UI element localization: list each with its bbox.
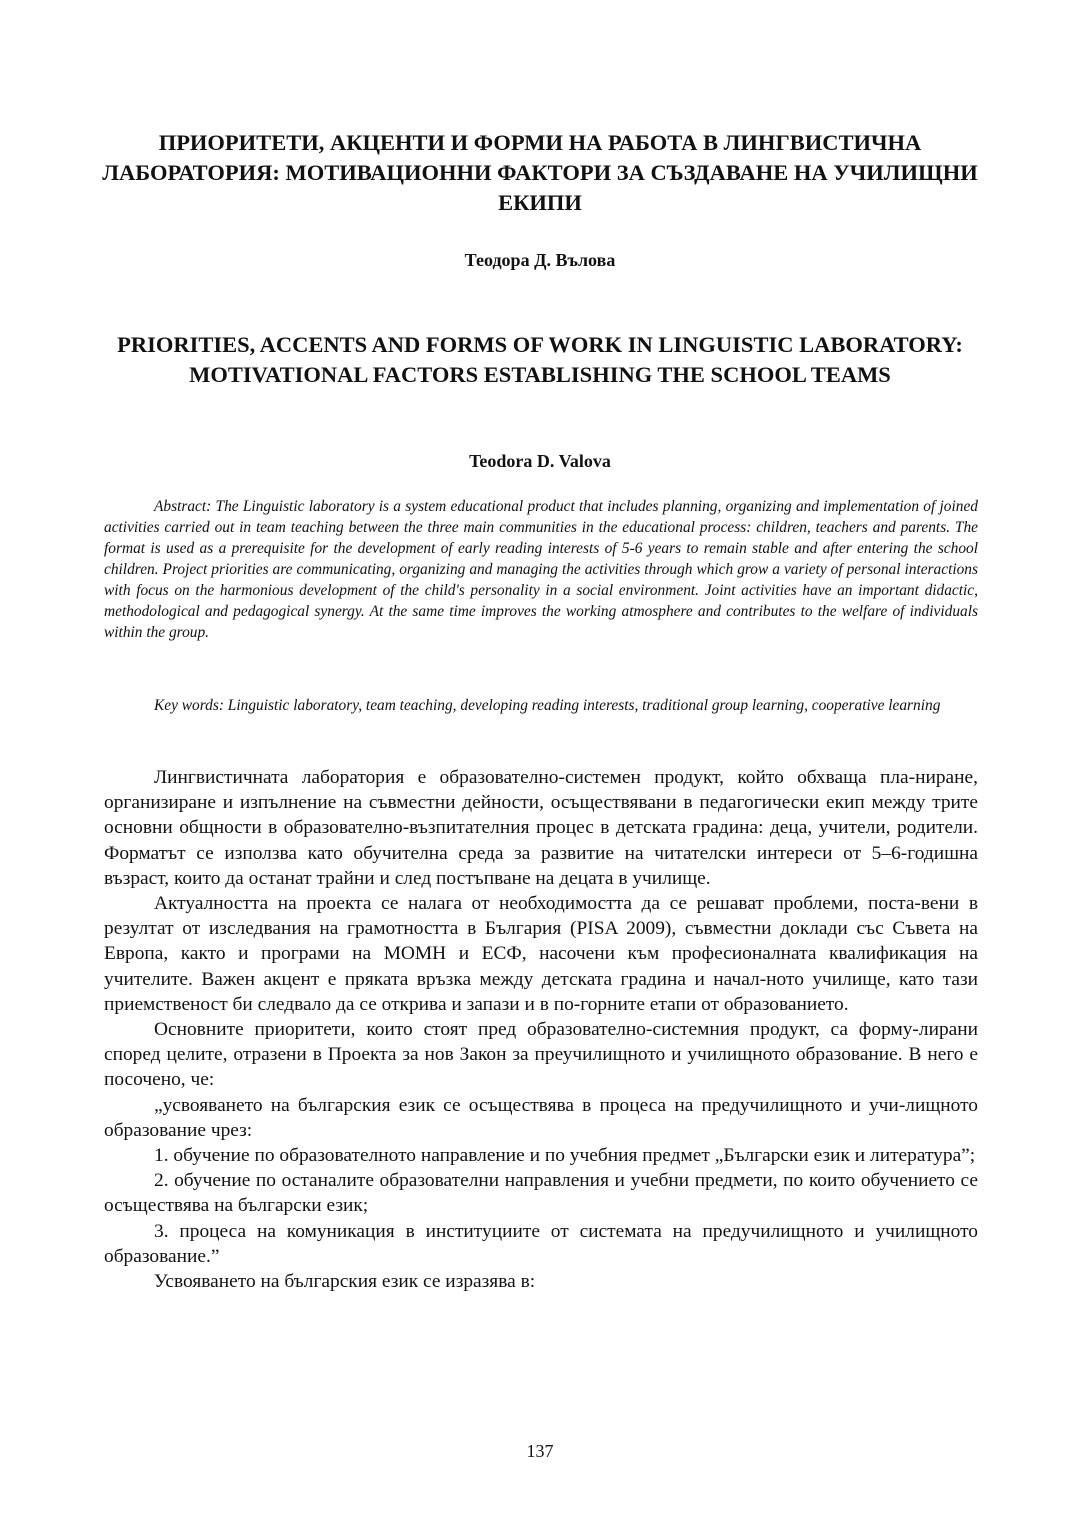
body-text (104, 765, 978, 1294)
list-item-2: 2. обучение по останалите образователни направления и учебни предмети, по които обучението се осъществява на български език; (104, 1170, 978, 1217)
page-number: 137 (526, 1441, 554, 1461)
abstract: Abstract: The Linguistic laboratory is a system educational product that includes planning, organizing and implementation of joined activities carried out in team teaching between the three main communities in the educational process: children, teachers and parents. The format is used as a prerequisite for the development of early reading interests of 5-6 years to remain stable and after entering the school children. Project priorities are communicating, organizing and managing the activities through which grow a variety of personal interactions with focus on the harmonious development of the child's personality in a social environment. Joint activities have an important didactic, methodological and pedagogical synergy. At the same time improves the working atmosphere and contributes to the welfare of individuals within the group. (104, 498, 978, 641)
paragraph-3: Основните приоритети, които стоят пред образователно-системния продукт, са форму-лирани според целите, отразени в Проекта за нов Закон за преучилищното и училищното образование. В него е посочено, че: (104, 1019, 978, 1091)
title-english: PRIORITIES, ACCENTS AND FORMS OF WORK IN LINGUISTIC LABORATORY: MOTIVATIONAL FACTORS ESTABLISHING THE SCHOOL TEAMS (117, 332, 963, 387)
paragraph-1: Лингвистичната лаборатория е образователно-системен продукт, който обхваща пла-ниране, организиране и изпълнение на съвместни дейности, осъществявани в педагогически екип между трите основни общности в образователно-възпитателния процес в детската градина: деца, учители, родители. Форматът се използва като обучителна среда за развитие на читателски интереси от 5–6-годишна възраст, които да останат трайни и след постъпване на децата в училище. (104, 767, 978, 889)
list-item-1: 1. обучение по образователното направление и по учебния предмет „Български език и литература”; (154, 1145, 976, 1167)
list-item-3: 3. процеса на комуникация в институциите от системата на предучилищното и училищното образование.” (104, 1220, 978, 1267)
paragraph-4: Усвояването на българския език се изразява в: (154, 1271, 536, 1293)
quote-intro: „усвояването на българския език се осъществява в процеса на предучилищното и учи-лищното образование чрез: (104, 1094, 978, 1141)
author-bulgarian: Теодора Д. Вълова (464, 250, 616, 270)
author-english: Teodora D. Valova (469, 451, 611, 471)
title-bulgarian: ПРИОРИТЕТИ, АКЦЕНТИ И ФОРМИ НА РАБОТА В ЛИНГВИСТИЧНА ЛАБОРАТОРИЯ: МОТИВАЦИОННИ ФАКТОРИ ЗА СЪЗДАВАНЕ НА УЧИЛИЩНИ ЕКИПИ (102, 130, 978, 215)
keywords: Key words: Linguistic laboratory, team teaching, developing reading interests, traditional group learning, cooperative learning (154, 697, 941, 714)
paragraph-2: Актуалността на проекта се налага от необходимостта да се решават проблеми, поста-вени в резултат от изследвания на грамотността в България (PISA 2009), съвместни доклади със Съвета на Европа, както и програми на МОМН и ЕСФ, насочени към професионалната квалификация на учителите. Важен акцент е пряката връзка между детската градина и начал-ното училище, като тази приемственост би следвало да се открива и запази и в по-горните етапи от образованието. (104, 893, 978, 1015)
